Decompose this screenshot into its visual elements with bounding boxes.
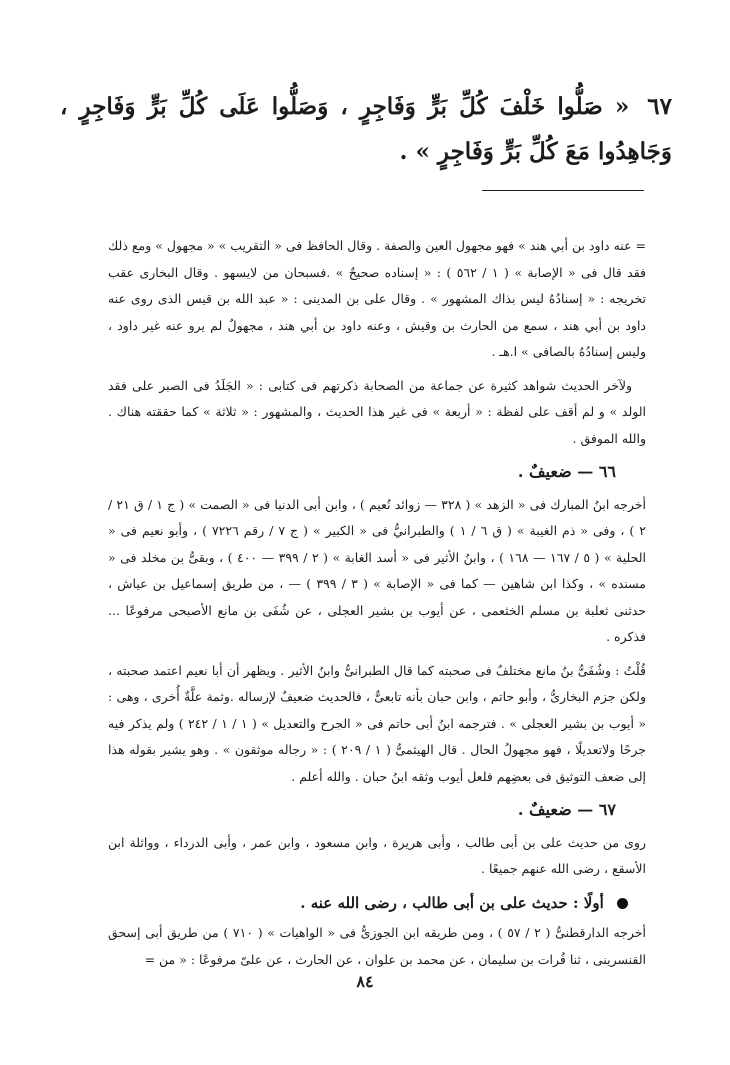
- page-number: ٨٤: [356, 972, 374, 991]
- bullet-icon: [617, 898, 628, 909]
- footnote-continuation: = عنه داود بن أبي هند » فهو مجهول العين والصفة . وقال الحافظ فى « التقريب » « مجهول » ومع ذلك فقد قال فى « الإصابة » ( ١ / ٥٦٢ ) : « إسناده صحيحٌ » .فسبحان من لايسهو . وقال البخارى عقب تخريجه : « إسنادُهُ ليس بذاك المشهور » . وقال على بن المدينى : « عبد الله بن قيس الذى روى عنه داود بن أبي هند ، سمع من الحارث بن وقيش ، وعنه داود بن أبي هند ، مجهولٌ لم يرو عنه غير داود ، وليس إسنادُهُ بالصافى » ا.هـ .: [108, 238, 646, 359]
- commentary-paragraph: روى من حديث على بن أبى طالب ، وأبى هريرة ، وابن مسعود ، وابن عمر ، وأبى الدرداء ، وواثلة ابن الأسقع ، رضى الله عنهم جميعًا .: [108, 834, 646, 876]
- commentary-paragraph: ولآخر الحديث شواهد كثيرة عن جماعة من الصحابة ذكرتهم فى كتابى : « الجَلَدُ فى الصبر على فقد الولد » و لم أقف على لفظة : « أربعة » فى غير هذا الحديث ، والمشهور : « ثلاثة » كما حققته هناك . والله الموفق .: [108, 377, 646, 446]
- commentary-body: [108, 233, 646, 980]
- hadith-heading: [60, 84, 672, 174]
- subheading: [108, 890, 628, 917]
- takhrij-paragraph: أخرجه الدارقطنىُّ ( ٢ / ٥٧ ) ، ومن طريقه ابن الجوزىُّ فى « الواهيات » ( ٧١٠ ) من طريق أبى إسحق القنسرينى ، ثنا فُرات بن سليمان ، عن محمد بن علوان ، عن الحارث ، عن علىّ مرفوعًا : « من =: [108, 925, 646, 967]
- footnote-divider: [482, 190, 644, 191]
- hadith-text: « صَلُّوا خَلْفَ كُلِّ بَرٍّ وَفَاجِرٍ ، وَصَلُّوا عَلَى كُلِّ بَرٍّ وَفَاجِرٍ ، وَجَاهِدُوا مَعَ كُلِّ بَرٍّ وَفَاجِرٍ » .: [60, 93, 672, 165]
- hadith-number: ٦٧: [647, 93, 672, 120]
- subheading-text: أولًا : حديث على بن أبى طالب ، رضى الله عنه .: [300, 893, 604, 912]
- takhrij-paragraph: أخرجه ابنُ المبارك فى « الزهد » ( ٣٢٨ — زوائد نُعيم ) ، وابن أبى الدنيا فى « الصمت » ( ج ١ / ق ٢١ / ٢ ) ، وفى « ذم الغيبة » ( ق ٦ / ١ ) والطبرانيُّ فى « الكبير » ( ج ٧ / رقم ٧٢٢٦ ) ، وأبو نعيم فى « الحلية » ( ٥ / ١٦٧ — ١٦٨ ) ، وابنُ الأثير فى « أسد الغابة » ( ٢ / ٣٩٩ — ٤٠٠ ) ، وبقىُّ بن مخلد فى « مسنده » ، وكذا ابن شاهين — كما فى « الإصابة » ( ٣ / ٣٩٩ ) — ، من طريق إسماعيل بن عياش ، حدثنى ثعلبة بن مسلم الخثعمى ، عن أيوب بن بشير العجلى ، عن شُفَى بن مانع الأصبحى مرفوعًا ... فذكره .: [108, 496, 647, 644]
- commentary-paragraph: قُلْتُ : وشُفَىُّ بنُ مانع مختلفٌ فى صحبته كما قال الطبرانىُّ وابنُ الأثير . ويظهر أن أبا نعيم اعتمد صحبته ، ولكن جزم البخارىُّ ، وأبو حاتم ، وابن حبان بأنه تابعىٌّ ، فالحديث ضعيفٌ لإرساله .وثمة علَّةٌ أُخرى ، وهى : « أيوب بن بشير العجلى » . فترجمه ابنُ أبى حاتم فى « الجرح والتعديل » ( ١ / ١ / ٢٤٢ ) ولم يذكر فيه جرحًا ولاتعديلًا ، فهو مجهولُ الحال . قال الهيثمىُّ ( ١ / ٢٠٩ ) : « رجاله موثقون » . وهو يشير بقوله هذا إلى ضعف التوثيق فى بعضِهم فلعل أيوب وثقه ابنُ حبان . والله أعلم .: [108, 662, 646, 784]
- section-heading-67: ٦٧ — ضعيفٌ .: [517, 800, 616, 819]
- section-heading-66: ٦٦ — ضعيفٌ .: [517, 462, 616, 481]
